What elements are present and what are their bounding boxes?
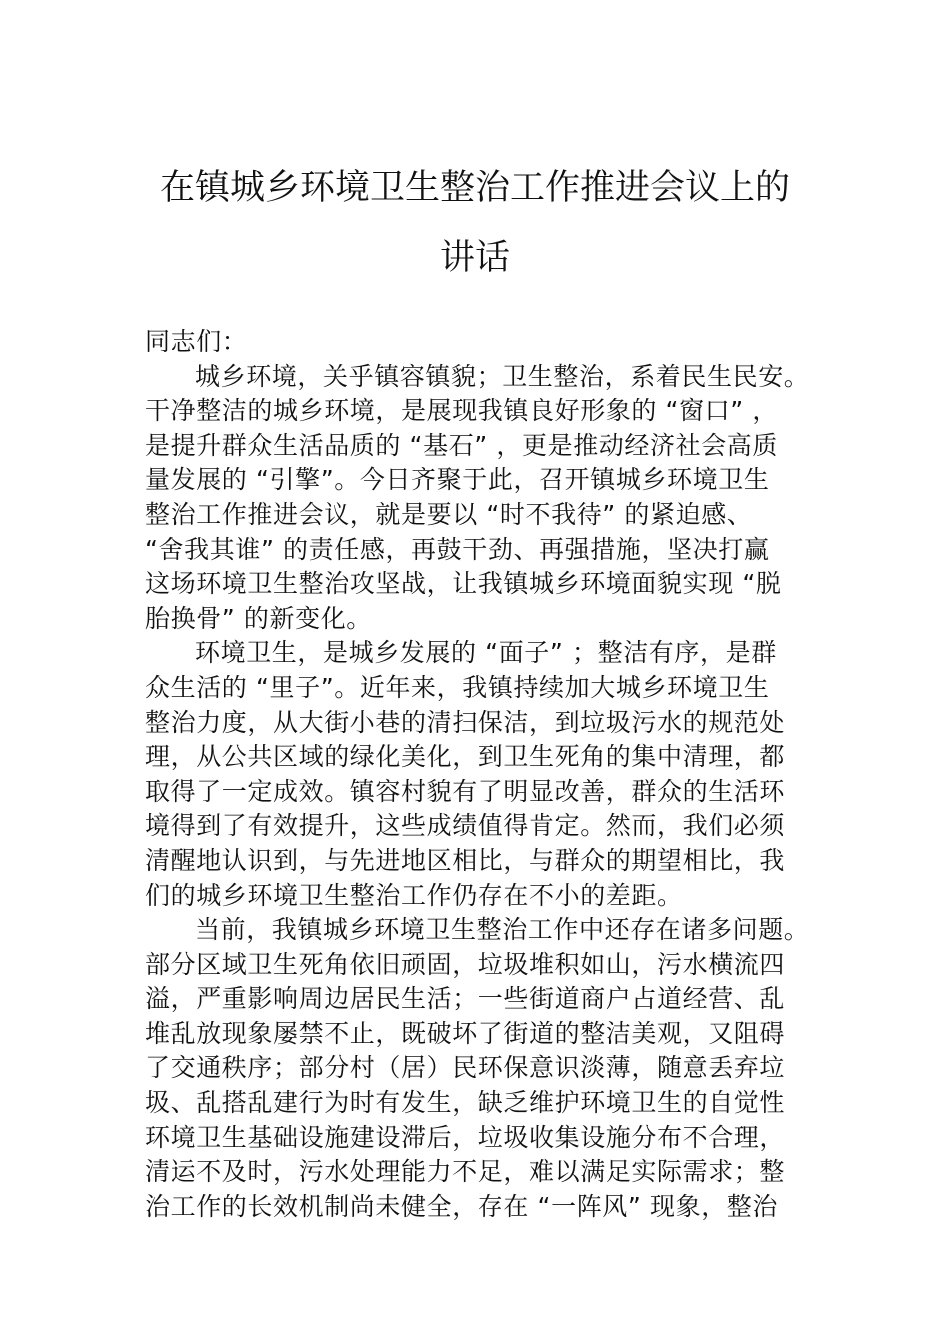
body-line: 清醒地认识到，与先进地区相比，与群众的期望相比，我 <box>145 845 786 875</box>
body-line: 清运不及时，污水处理能力不足，难以满足实际需求；整 <box>145 1157 786 1187</box>
body-line: 这场环境卫生整治攻坚战，让我镇城乡环境面貌实现 “脱 <box>145 569 782 599</box>
body-line: 整治力度，从大街小巷的清扫保洁，到垃圾污水的规范处 <box>145 707 786 737</box>
document-title-line-1: 在镇城乡环境卫生整治工作推进会议上的 <box>159 168 790 208</box>
salutation: 同志们： <box>145 327 248 356</box>
body-line: 环境卫生，是城乡发展的 “面子” ；整洁有序，是群 <box>195 638 777 668</box>
body-line: 治工作的长效机制尚未健全，存在 “一阵风” 现象，整治 <box>145 1191 778 1221</box>
body-line: “舍我其谁” 的责任感，再鼓干劲、再强措施，坚决打赢 <box>145 534 770 564</box>
body-line: 部分区域卫生死角依旧顽固，垃圾堆积如山，污水横流四 <box>145 949 786 979</box>
body-line: 堆乱放现象屡禁不止，既破坏了街道的整洁美观，又阻碍 <box>145 1018 786 1048</box>
body-line: 当前，我镇城乡环境卫生整治工作中还存在诸多问题。 <box>195 915 810 945</box>
body-line: 们的城乡环境卫生整治工作仍存在不小的差距。 <box>145 880 683 910</box>
body-line: 干净整洁的城乡环境，是展现我镇良好形象的 “窗口” ， <box>145 396 778 426</box>
body-line: 溢，严重影响周边居民生活；一些街道商户占道经营、乱 <box>145 984 786 1014</box>
body-line: 环境卫生基础设施建设滞后，垃圾收集设施分布不合理， <box>145 1122 786 1152</box>
body-line: 城乡环境，关乎镇容镇貌；卫生整治，系着民生民安。 <box>195 361 810 391</box>
document-body <box>145 325 825 1224</box>
body-line: 众生活的 “里子”。近年来，我镇持续加大城乡环境卫生 <box>145 672 770 702</box>
body-line: 是提升群众生活品质的 “基石” ，更是推动经济社会高质 <box>145 430 778 460</box>
body-line: 境得到了有效提升，这些成绩值得肯定。然而，我们必须 <box>145 811 786 841</box>
body-line: 量发展的 “引擎”。今日齐聚于此，召开镇城乡环境卫生 <box>145 465 770 495</box>
body-line: 胎换骨” 的新变化。 <box>145 603 372 633</box>
document-title-line-2: 讲话 <box>439 238 510 278</box>
body-line: 圾、乱搭乱建行为时有发生，缺乏维护环境卫生的自觉性 <box>145 1088 786 1118</box>
body-line: 取得了一定成效。镇容村貌有了明显改善，群众的生活环 <box>145 776 786 806</box>
body-line: 理，从公共区域的绿化美化，到卫生死角的集中清理，都 <box>145 742 786 772</box>
body-line: 整治工作推进会议，就是要以 “时不我待” 的紧迫感、 <box>145 499 753 529</box>
body-line: 了交通秩序；部分村（居）民环保意识淡薄，随意丢弃垃 <box>145 1053 786 1083</box>
